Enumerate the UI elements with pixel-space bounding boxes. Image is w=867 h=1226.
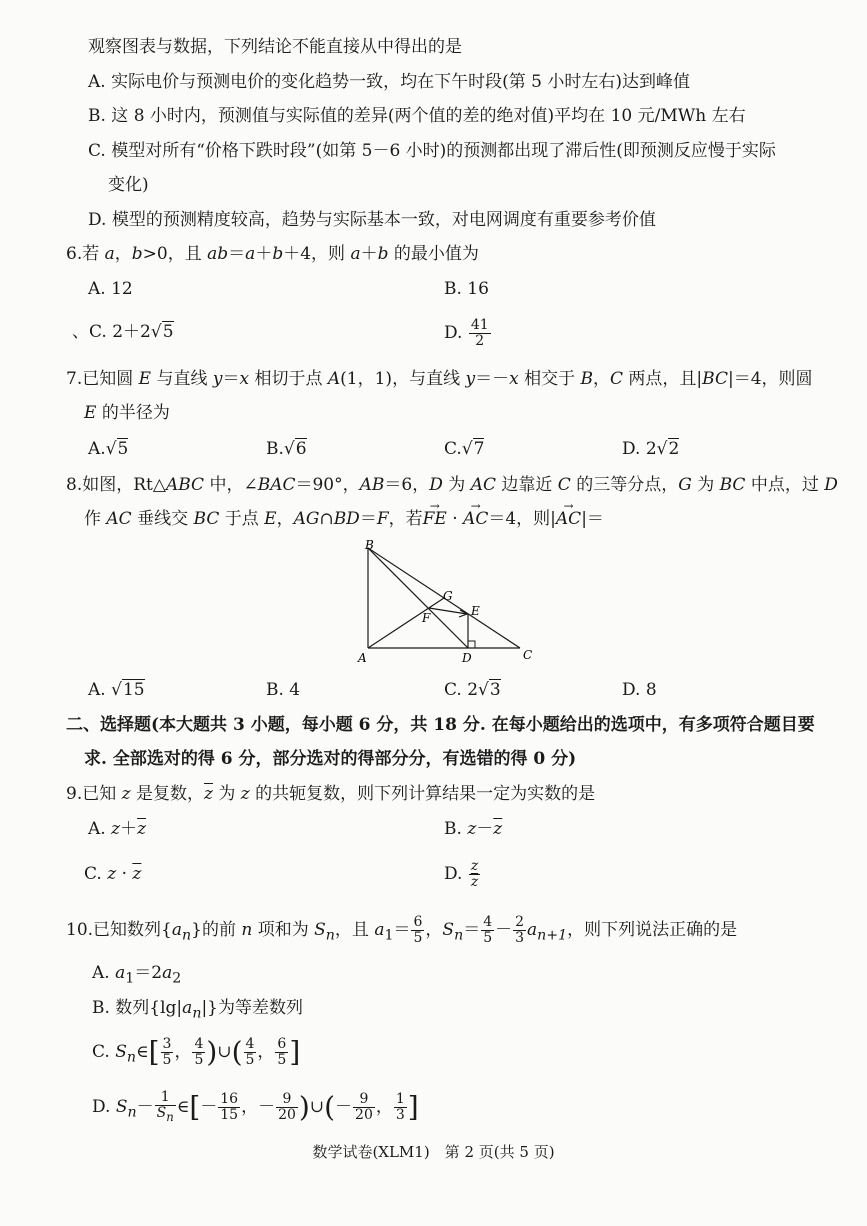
fraction: $\frac{4}{5}$	[245, 1036, 255, 1068]
segment-bd	[368, 548, 468, 648]
q10-option-d: D. $S_n-$ $\frac{1}{S_n}$ ∈[－ $\frac{16}{15}$ ，－ $\frac{9}{20}$ )∪(－ $\frac{9}{20}$ ， $\frac{1}{3}$ ]	[92, 1089, 419, 1124]
q7-option-d: D. 2√2	[622, 439, 680, 459]
triangle-figure	[355, 538, 540, 668]
fraction: $\frac{9}{20}$	[278, 1091, 296, 1123]
q9-option-d: D. $\frac{z}{z}$	[444, 858, 479, 890]
label-d: D	[462, 651, 472, 665]
q8-stem-cont: 作 AC 垂线交 BC 于点 E，AG∩BD＝F，若→ FE · → AC＝4，则|→ AC|＝	[84, 507, 604, 531]
label-c: C	[523, 648, 533, 662]
q9-option-b: B. $z-\overline{z}$	[444, 819, 503, 839]
label-f: F	[422, 611, 431, 625]
q7-stem: 7.已知圆 E 与直线 y＝x 相切于点 A(1，1)，与直线 y＝－x 相交于 B，C 两点，且|BC|＝4，则圆	[66, 369, 813, 389]
right-angle-mark	[468, 641, 475, 648]
q9-option-a: A. $z+\overline{z}$	[88, 819, 147, 839]
segment-ag	[368, 598, 444, 648]
q6-option-a: A. 12	[88, 279, 133, 299]
q5-option-c-cont: 变化)	[108, 175, 149, 195]
q10-option-a: A. $a_1=2a_2$	[92, 963, 182, 987]
fraction: $\frac{16}{15}$	[220, 1091, 239, 1123]
q5-option-c: C. 模型对所有“价格下跌时段”(如第 5－6 小时)的预测都出现了滞后性(即预测反应慢于实际	[88, 141, 776, 161]
q6-option-d: D. $\frac{41}{2}$	[444, 317, 489, 349]
fraction: $\frac{4}{5}$	[194, 1036, 204, 1068]
q5-option-a: A. 实际电价与预测电价的变化趋势一致，均在下午时段(第 5 小时左右)达到峰值	[88, 72, 690, 92]
q7-option-b: B.√6	[266, 439, 307, 459]
q7-option-c: C.√7	[444, 439, 485, 459]
fraction: $\frac{z}{z}$	[470, 858, 479, 890]
label-a: A	[358, 651, 367, 665]
q6-option-c: 、C. 2＋2√5	[72, 322, 174, 342]
fraction: $\frac{1}{3}$	[395, 1091, 405, 1123]
q8-option-d: D. 8	[622, 680, 657, 700]
page-footer: 数学试卷(XLM1) 第 2 页(共 5 页)	[312, 1143, 555, 1161]
q8-option-b: B. 4	[266, 680, 301, 700]
vector-ac: → AC	[463, 507, 488, 531]
label-e: E	[471, 604, 480, 618]
section-2-header-cont: 求. 全部选对的得 6 分，部分选对的得部分分，有选错的得 0 分)	[84, 749, 577, 769]
fraction: $\frac{1}{S_n}$	[156, 1089, 174, 1124]
section-2-header: 二、选择题(本大题共 3 小题，每小题 6 分，共 18 分. 在每小题给出的选项中，有多项符合题目要	[66, 715, 815, 735]
q6-stem: 6.若 a，b>0，且 ab＝a＋b＋4，则 a＋b 的最小值为	[66, 244, 479, 264]
vector-ac: → AC	[556, 507, 581, 531]
fraction: $\frac{41}{2}$	[470, 317, 489, 349]
fraction: $\frac{3}{5}$	[162, 1036, 172, 1068]
q7-option-a: A.√5	[88, 439, 129, 459]
q8-stem: 8.如图，Rt△ABC 中，∠BAC＝90°，AB＝6，D 为 AC 边靠近 C 的三等分点，G 为 BC 中点，过 D	[66, 475, 838, 495]
q8-option-c: C. 2√3	[444, 680, 501, 700]
q5-option-b: B. 这 8 小时内，预测值与实际值的差异(两个值的差的绝对值)平均在 10 元/MWh 左右	[88, 106, 746, 126]
q10-option-b: B. 数列$\{\lg|a_n|\}$为等差数列	[92, 998, 303, 1022]
q9-option-c: C. $z \cdot \overline{z}$	[84, 864, 142, 884]
q8-option-a: A. √15	[88, 680, 145, 700]
fraction: $\frac{6}{5}$	[413, 914, 423, 946]
fraction: $\frac{9}{20}$	[355, 1091, 373, 1123]
label-b: B	[365, 538, 374, 552]
fraction: $\frac{2}{3}$	[515, 914, 525, 946]
q9-stem: 9.已知 z 是复数，$\overline{z}$ 为 z 的共轭复数，则下列计算结果一定为实数的是	[66, 784, 596, 804]
q5-stem: 观察图表与数据，下列结论不能直接从中得出的是	[88, 37, 462, 57]
fraction: $\frac{6}{5}$	[277, 1036, 287, 1068]
q6-option-b: B. 16	[444, 279, 489, 299]
q7-stem-cont: E 的半径为	[84, 403, 170, 423]
q10-stem: 10.已知数列$\{a_n\}$的前 n 项和为 $S_n$，且 $a_1=$ $\frac{6}{5}$ ，$S_n=$ $\frac{4}{5}$ － $\frac{2}{3}$ $a_{n+1}$，则下列说法正确的是	[66, 914, 738, 946]
label-g: G	[443, 589, 453, 603]
q5-option-d: D. 模型的预测精度较高，趋势与实际基本一致，对电网调度有重要参考价值	[88, 210, 656, 230]
vector-fe: → FE	[423, 507, 447, 531]
fraction: $\frac{4}{5}$	[483, 914, 493, 946]
q10-option-c: C. $S_n\in$[ $\frac{3}{5}$ ， $\frac{4}{5}$ )∪( $\frac{4}{5}$ ， $\frac{6}{5}$ ]	[92, 1035, 301, 1069]
